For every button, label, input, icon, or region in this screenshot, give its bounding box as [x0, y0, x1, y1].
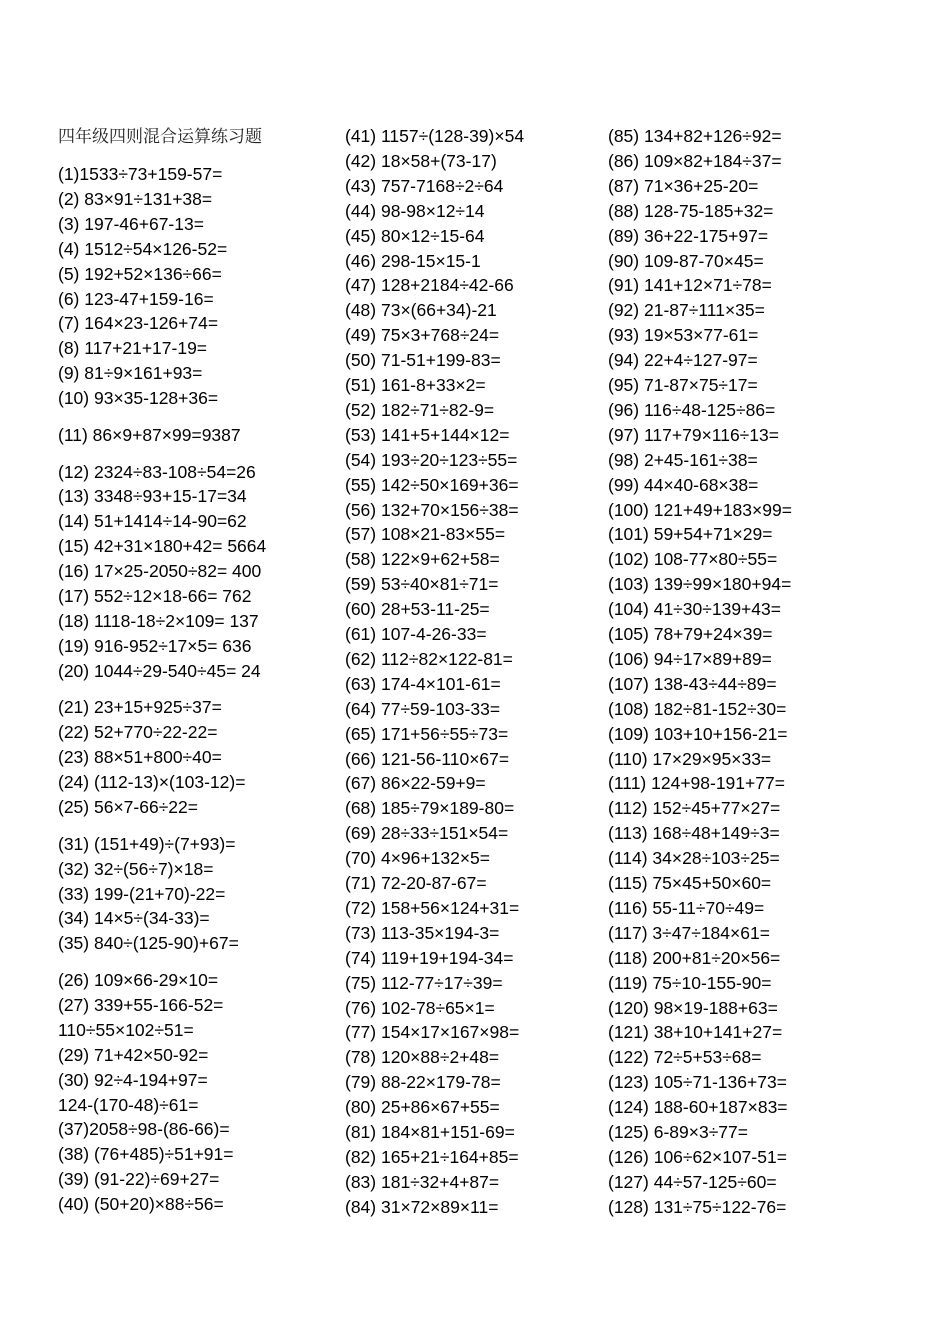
- math-problem: (96) 116÷48-125÷86=: [608, 399, 776, 420]
- math-problem: (115) 75×45+50×60=: [608, 873, 772, 893]
- math-problem: (18) 1118-18÷2×109= 137: [58, 610, 259, 631]
- math-problem: (121) 38+10+141+27=: [608, 1022, 783, 1043]
- math-problem: (2) 83×91÷131+38=: [58, 188, 213, 209]
- math-problem: (65) 171+56÷55÷73=: [345, 723, 509, 744]
- math-problem: (88) 128-75-185+32=: [608, 200, 774, 221]
- math-problem: (75) 112-77÷17÷39=: [345, 972, 503, 993]
- math-problem: (48) 73×(66+34)-21: [345, 300, 497, 321]
- math-problem: (44) 98-98×12÷14: [345, 200, 485, 221]
- math-problem: (126) 106÷62×107-51=: [608, 1146, 787, 1167]
- math-problem: (26) 109×66-29×10=: [58, 970, 219, 990]
- math-problem: (69) 28÷33÷151×54=: [345, 823, 509, 844]
- math-problem: (66) 121-56-110×67=: [345, 748, 510, 769]
- math-problem: (97) 117+79×116÷13=: [608, 424, 779, 445]
- math-problem: (76) 102-78÷65×1=: [345, 997, 495, 1018]
- math-problem: (111) 124+98-191+77=: [608, 773, 785, 794]
- math-problem: (90) 109-87-70×45=: [608, 250, 764, 271]
- math-problem: (128) 131÷75÷122-76=: [608, 1196, 787, 1217]
- math-problem: (14) 51+1414÷14-90=62: [58, 511, 247, 532]
- math-problem: (27) 339+55-166-52=: [58, 994, 224, 1015]
- math-problem: (9) 81÷9×161+93=: [58, 363, 203, 384]
- math-problem: 124-(170-48)÷61=: [58, 1094, 199, 1115]
- math-problem: (21) 23+15+925÷37=: [58, 697, 222, 718]
- math-problem: (61) 107-4-26-33=: [345, 624, 487, 644]
- math-problem: (32) 32÷(56÷7)×18=: [58, 858, 214, 879]
- math-problem: 110÷55×102÷51=: [58, 1019, 194, 1040]
- math-problem: (94) 22+4÷127-97=: [608, 350, 758, 371]
- math-problem: (3) 197-46+67-13=: [58, 213, 204, 234]
- math-problem: (55) 142÷50×169+36=: [345, 474, 519, 495]
- math-problem: (74) 119+19+194-34=: [345, 947, 514, 968]
- math-problem: (29) 71+42×50-92=: [58, 1044, 209, 1065]
- math-problem: (7) 164×23-126+74=: [58, 313, 219, 334]
- math-problem: (109) 103+10+156-21=: [608, 723, 788, 744]
- math-problem: (67) 86×22-59+9=: [345, 773, 486, 794]
- math-problem: (113) 168÷48+149÷3=: [608, 823, 780, 844]
- math-problem: (24) (112-13)×(103-12)=: [58, 772, 246, 793]
- math-problem: (34) 14×5÷(34-33)=: [58, 908, 210, 929]
- math-problem: (106) 94÷17×89+89=: [608, 648, 772, 669]
- math-problem: (15) 42+31×180+42= 5664: [58, 536, 267, 557]
- math-problem: (56) 132+70×156÷38=: [345, 499, 519, 520]
- math-problem: (114) 34×28÷103÷25=: [608, 848, 780, 869]
- math-problem: (43) 757-7168÷2÷64: [345, 175, 504, 196]
- math-problem: (100) 121+49+183×99=: [608, 499, 792, 520]
- math-problem: (25) 56×7-66÷22=: [58, 797, 198, 817]
- math-problem: (19) 916-952÷17×5= 636: [58, 635, 252, 656]
- math-problem: (41) 1157÷(128-39)×54: [345, 126, 525, 146]
- math-problem: (35) 840÷(125-90)+67=: [58, 933, 239, 954]
- math-problem: (51) 161-8+33×2=: [345, 375, 486, 395]
- math-problem: (82) 165+21÷164+85=: [345, 1146, 519, 1167]
- math-problem: (12) 2324÷83-108÷54=26: [58, 461, 256, 482]
- math-problem: (81) 184×81+151-69=: [345, 1122, 515, 1142]
- math-problem: (54) 193÷20÷123÷55=: [345, 449, 518, 470]
- math-problem: (6) 123-47+159-16=: [58, 288, 214, 309]
- math-problem: (102) 108-77×80÷55=: [608, 549, 778, 570]
- math-problem: (68) 185÷79×189-80=: [345, 798, 515, 819]
- math-problem: (122) 72÷5+53÷68=: [608, 1047, 762, 1068]
- math-problem: (80) 25+86×67+55=: [345, 1097, 500, 1118]
- math-problem: (4) 1512÷54×126-52=: [58, 238, 228, 259]
- math-problem: (118) 200+81÷20×56=: [608, 947, 781, 968]
- math-problem: (99) 44×40-68×38=: [608, 474, 759, 495]
- math-problem: (87) 71×36+25-20=: [608, 175, 759, 196]
- math-problem: (120) 98×19-188+63=: [608, 997, 778, 1018]
- math-problem: (23) 88×51+800÷40=: [58, 747, 222, 768]
- math-problem: (46) 298-15×15-1: [345, 250, 481, 271]
- math-problem: (79) 88-22×179-78=: [345, 1072, 501, 1093]
- math-problem: (112) 152÷45+77×27=: [608, 798, 781, 819]
- math-problem: (64) 77÷59-103-33=: [345, 698, 501, 719]
- math-problem: (124) 188-60+187×83=: [608, 1097, 788, 1118]
- math-problem: (107) 138-43÷44÷89=: [608, 673, 777, 694]
- math-problem: (71) 72-20-87-67=: [345, 873, 487, 893]
- math-problem: (103) 139÷99×180+94=: [608, 574, 792, 595]
- math-problem: (123) 105÷71-136+73=: [608, 1072, 787, 1093]
- math-problem: (119) 75÷10-155-90=: [608, 972, 772, 993]
- math-problem: (105) 78+79+24×39=: [608, 624, 773, 644]
- math-problem: (77) 154×17×167×98=: [345, 1022, 520, 1043]
- math-problem: (31) (151+49)÷(7+93)=: [58, 833, 236, 854]
- math-problem: (92) 21-87÷111×35=: [608, 300, 765, 321]
- math-problem: (84) 31×72×89×11=: [345, 1196, 499, 1217]
- math-problem: (85) 134+82+126÷92=: [608, 126, 782, 146]
- math-problem: (72) 158+56×124+31=: [345, 897, 520, 918]
- math-problem: (50) 71-51+199-83=: [345, 350, 501, 371]
- math-problem: (22) 52+770÷22-22=: [58, 722, 218, 743]
- math-problem: (39) (91-22)÷69+27=: [58, 1169, 220, 1190]
- math-problem: (42) 18×58+(73-17): [345, 150, 497, 171]
- math-problem: (110) 17×29×95×33=: [608, 748, 772, 769]
- math-problem: (83) 181÷32+4+87=: [345, 1171, 500, 1192]
- math-problem: (63) 174-4×101-61=: [345, 673, 501, 694]
- math-problem: (10) 93×35-128+36=: [58, 388, 219, 409]
- math-problem: (40) (50+20)×88÷56=: [58, 1194, 224, 1215]
- math-problem: (5) 192+52×136÷66=: [58, 263, 222, 284]
- math-problem: (37)2058÷98-(86-66)=: [58, 1119, 230, 1140]
- math-problem: (116) 55-11÷70÷49=: [608, 897, 765, 918]
- math-problem: (70) 4×96+132×5=: [345, 848, 490, 869]
- math-problem: (86) 109×82+184÷37=: [608, 150, 782, 171]
- math-problem: (17) 552÷12×18-66= 762: [58, 586, 252, 606]
- math-problem: (101) 59+54+71×29=: [608, 524, 773, 545]
- math-problem: (47) 128+2184÷42-66: [345, 275, 514, 296]
- math-problem: (49) 75×3+768÷24=: [345, 325, 500, 346]
- math-problem: (1)1533÷73+159-57=: [58, 164, 223, 184]
- math-problem: (78) 120×88÷2+48=: [345, 1047, 500, 1068]
- math-problem: (73) 113-35×194-3=: [345, 922, 500, 943]
- math-problem: (11) 86×9+87×99=9387: [58, 424, 241, 445]
- math-problem: (59) 53÷40×81÷71=: [345, 574, 499, 595]
- math-problem: (8) 117+21+17-19=: [58, 338, 208, 359]
- math-problem: (104) 41÷30÷139+43=: [608, 599, 781, 620]
- math-problem: (108) 182÷81-152÷30=: [608, 698, 787, 719]
- math-problem: (20) 1044÷29-540÷45= 24: [58, 660, 261, 681]
- math-problem: (52) 182÷71÷82-9=: [345, 399, 495, 420]
- math-problem: (33) 199-(21+70)-22=: [58, 883, 226, 904]
- math-problem: (91) 141+12×71÷78=: [608, 275, 772, 296]
- math-problem: (45) 80×12÷15-64: [345, 225, 485, 246]
- math-problem: (57) 108×21-83×55=: [345, 524, 506, 545]
- math-problem: (30) 92÷4-194+97=: [58, 1069, 208, 1090]
- math-problem: (60) 28+53-11-25=: [345, 599, 490, 620]
- math-problem: (13) 3348÷93+15-17=34: [58, 486, 247, 507]
- math-problem: (125) 6-89×3÷77=: [608, 1122, 748, 1142]
- math-problem: (127) 44÷57-125÷60=: [608, 1171, 777, 1192]
- math-problem: (16) 17×25-2050÷82= 400: [58, 561, 262, 582]
- math-problem: (53) 141+5+144×12=: [345, 424, 510, 445]
- math-problem: (38) (76+485)÷51+91=: [58, 1144, 234, 1165]
- math-problem: (95) 71-87×75÷17=: [608, 375, 758, 395]
- math-problem: (89) 36+22-175+97=: [608, 225, 769, 246]
- math-problem: (98) 2+45-161÷38=: [608, 449, 758, 470]
- math-problem: (117) 3÷47÷184×61=: [608, 922, 770, 943]
- math-problem: (93) 19×53×77-61=: [608, 325, 759, 346]
- math-problem: (62) 112÷82×122-81=: [345, 648, 513, 669]
- page-title: 四年级四则混合运算练习题: [58, 127, 262, 147]
- math-problem: (58) 122×9+62+58=: [345, 549, 500, 570]
